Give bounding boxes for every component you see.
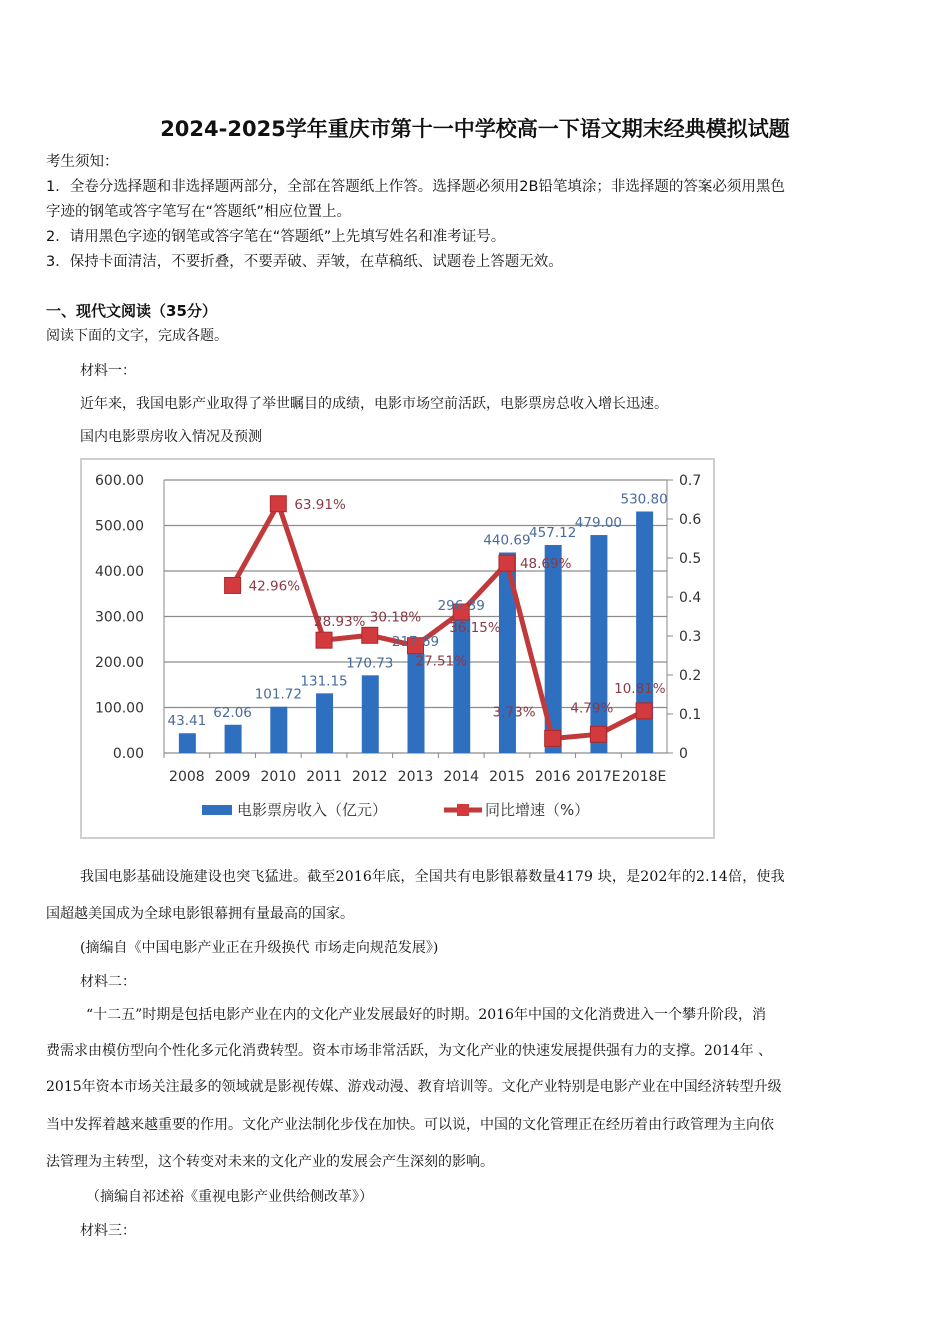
notice-item: 1．全卷分选择题和非选择题两部分，全部在答题纸上作答。选择题必须用2B铅笔填涂；非选择题的答案必须用黑色 xyxy=(46,179,785,195)
bar-value-label: 457.12 xyxy=(529,525,577,542)
right-axis-tick: 0.1 xyxy=(679,707,702,723)
x-axis-label: 2016 xyxy=(534,769,571,785)
legend-line-marker xyxy=(457,804,469,816)
bar xyxy=(316,693,333,753)
left-axis-tick: 500.00 xyxy=(95,518,144,535)
paragraph: 费需求由模仿型向个性化多元化消费转型。资本市场非常活跃，为文化产业的快速发展提供强有力的支撑。2014年 、 xyxy=(46,1043,773,1059)
growth-value-label: 48.69% xyxy=(519,556,572,573)
x-axis-label: 2011 xyxy=(306,769,342,785)
paragraph: 当中发挥着越来越重要的作用。文化产业法制化步伐在加快。可以说，中国的文化管理正在经历着由行政管理为主向依 xyxy=(46,1117,774,1133)
right-axis-tick: 0.3 xyxy=(679,629,702,645)
chart-canvas xyxy=(82,460,713,837)
line-marker xyxy=(316,632,332,648)
left-axis-tick: 0.00 xyxy=(112,746,144,762)
section-heading: 一、现代文阅读（35分） xyxy=(46,302,217,320)
line-marker xyxy=(545,730,561,746)
bar xyxy=(590,535,607,753)
bar-value-label: 440.69 xyxy=(483,532,531,549)
notice-item: 字迹的钢笔或答字笔写在“答题纸”相应位置上。 xyxy=(46,204,352,220)
left-axis-tick: 300.00 xyxy=(95,609,144,626)
paragraph: “十二五”时期是包括电影产业在内的文化产业发展最好的时期。2016年中国的文化消费进入一个攀升阶段，消 xyxy=(86,1007,766,1023)
left-axis-tick: 200.00 xyxy=(95,655,144,671)
left-axis-tick: 400.00 xyxy=(95,564,144,580)
notice-item: 2．请用黑色字迹的钢笔或答字笔在“答题纸”上先填写姓名和准考证号。 xyxy=(46,229,506,245)
bar-value-label: 217.69 xyxy=(391,633,440,650)
x-axis-label: 2010 xyxy=(260,769,297,785)
page-title: 2024-2025学年重庆市第十一中学校高一下语文期末经典模拟试题 xyxy=(160,117,790,141)
growth-value-label: 42.96% xyxy=(248,578,301,595)
line-marker xyxy=(225,577,241,593)
instruction-text: 阅读下面的文字，完成各题。 xyxy=(46,328,228,344)
paragraph: 2015年资本市场关注最多的领域就是影视传媒、游戏动漫、教育培训等。文化产业特别是电影产业在中国经济转型升级 xyxy=(46,1079,782,1095)
bar xyxy=(362,675,379,753)
paragraph: 近年来，我国电影产业取得了举世瞩目的成绩，电影市场空前活跃，电影票房总收入增长迅速。 xyxy=(80,396,668,412)
material-label: 材料一： xyxy=(80,363,136,379)
notice-item: 3．保持卡面清洁，不要折叠，不要弄破、弄皱，在草稿纸、试题卷上答题无效。 xyxy=(46,254,563,270)
material-label: 材料三： xyxy=(80,1223,136,1239)
bar xyxy=(179,733,196,753)
x-axis-label: 2013 xyxy=(397,769,434,785)
notice-heading: 考生须知： xyxy=(46,154,119,170)
paragraph: 国超越美国成为全球电影银幕拥有量最高的国家。 xyxy=(46,906,354,922)
source-citation: （摘编自祁述裕《重视电影产业供给侧改革》） xyxy=(86,1189,373,1205)
paragraph: 法管理为主转型，这个转变对未来的文化产业的发展会产生深刻的影响。 xyxy=(46,1154,494,1170)
growth-value-label: 3.73% xyxy=(492,704,536,721)
line-marker xyxy=(590,726,606,742)
bar-value-label: 170.73 xyxy=(346,655,394,672)
legend-bar-swatch xyxy=(202,805,232,815)
x-axis-label: 2012 xyxy=(351,769,388,785)
bar-value-label: 62.06 xyxy=(213,704,252,721)
bar xyxy=(453,618,470,753)
right-axis-tick: 0 xyxy=(679,746,688,762)
x-axis-label: 2008 xyxy=(169,769,205,785)
x-axis-label: 2014 xyxy=(443,769,480,785)
source-citation: (摘编自《中国电影产业正在升级换代 市场走向规范发展》) xyxy=(80,940,439,956)
material-label: 材料二： xyxy=(80,974,136,990)
right-axis-tick: 0.6 xyxy=(679,512,702,528)
right-axis-tick: 0.4 xyxy=(679,590,702,606)
growth-value-label: 63.91% xyxy=(294,496,346,513)
bar-value-label: 131.15 xyxy=(300,673,348,690)
bar xyxy=(225,725,242,753)
bar-value-label: 43.41 xyxy=(167,713,207,730)
x-axis-label: 2009 xyxy=(214,769,251,785)
x-axis-label: 2017E xyxy=(576,769,621,785)
bar xyxy=(270,707,287,753)
growth-value-label: 4.79% xyxy=(570,700,614,717)
x-axis-label: 2018E xyxy=(621,769,667,785)
growth-value-label: 10.81% xyxy=(614,680,666,697)
growth-value-label: 36.15% xyxy=(449,620,501,637)
legend-line-label: 同比增速（%） xyxy=(485,801,590,819)
x-axis-label: 2015 xyxy=(489,769,525,785)
line-marker xyxy=(636,703,652,719)
legend-bar-label: 电影票房收入（亿元） xyxy=(237,801,388,819)
left-axis-tick: 100.00 xyxy=(95,700,144,717)
bar-value-label: 530.80 xyxy=(620,491,668,508)
bar-value-label: 296.39 xyxy=(437,598,485,615)
line-marker xyxy=(499,555,515,571)
growth-value-label: 27.51% xyxy=(415,653,467,670)
left-axis-tick: 600.00 xyxy=(95,473,144,489)
growth-value-label: 30.18% xyxy=(369,609,422,626)
line-marker xyxy=(270,496,286,512)
right-axis-tick: 0.2 xyxy=(679,668,702,684)
right-axis-tick: 0.7 xyxy=(679,473,702,489)
bar-value-label: 101.72 xyxy=(254,686,302,703)
paragraph: 我国电影基础设施建设也突飞猛进。截至2016年底，全国共有电影银幕数量4179 块，是202年的2.14倍，使我 xyxy=(80,869,785,885)
box-office-chart xyxy=(80,458,715,839)
bar-value-label: 479.00 xyxy=(574,515,623,532)
right-axis-tick: 0.5 xyxy=(679,551,702,567)
chart-caption: 国内电影票房收入情况及预测 xyxy=(80,429,262,445)
growth-value-label: 28.93% xyxy=(314,614,366,631)
